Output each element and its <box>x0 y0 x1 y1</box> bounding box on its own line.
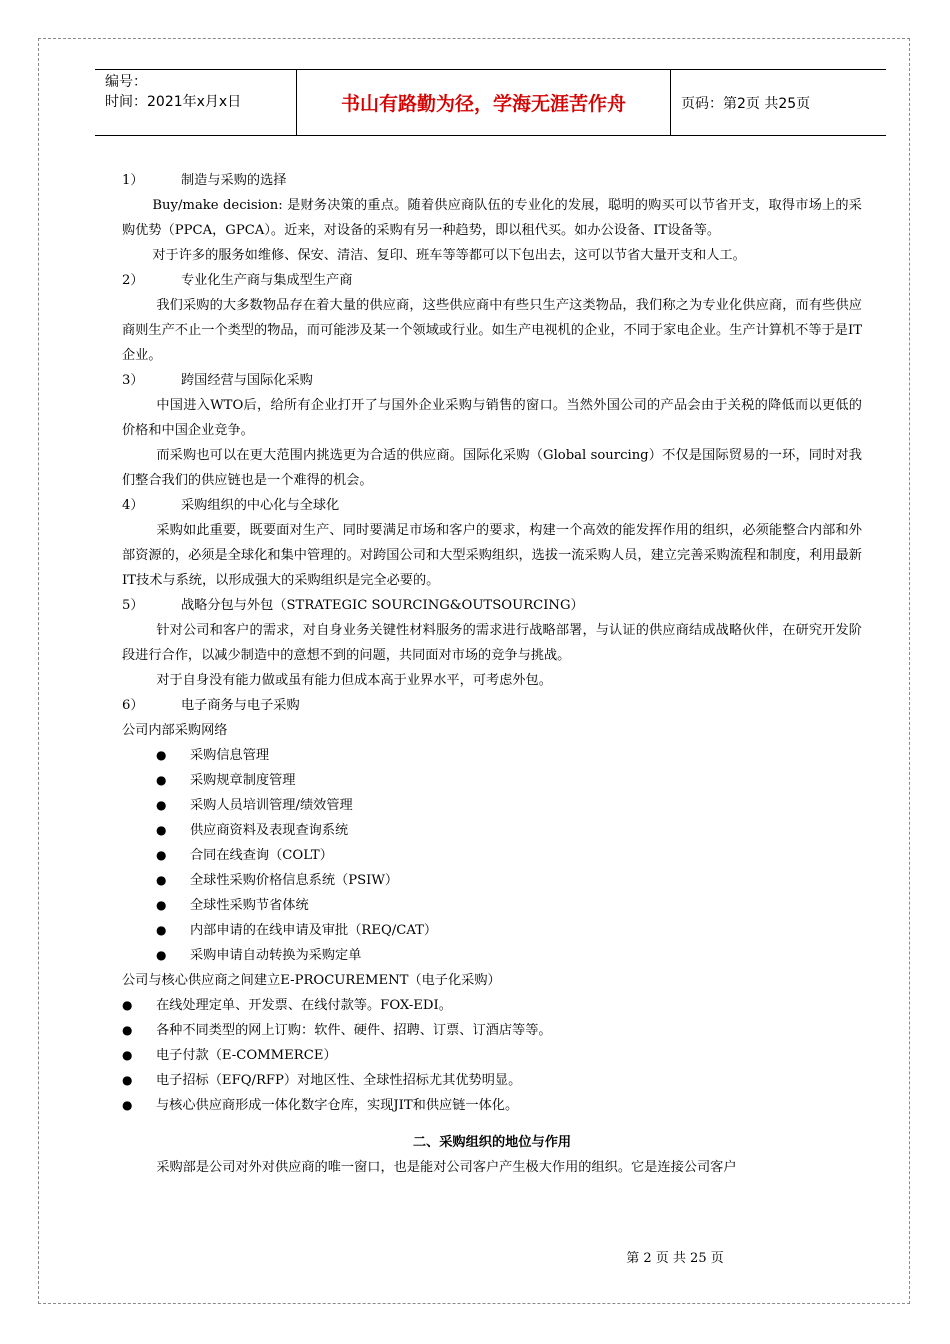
list-item: ● 全球性采购节省体统 <box>122 893 862 918</box>
paragraph: Buy/make decision: 是财务决策的重点。随着供应商队伍的专业化的发展，聪明的购买可以节省开支，取得市场上的采购优势（PPCA，GPCA）。近来，对设备的采购有另一种趋势，即以租代买。如办公设备、IT设备等。 <box>122 198 862 238</box>
header-meta <box>95 70 297 135</box>
chapter-title: 二、采购组织的地位与作用 <box>412 1135 572 1150</box>
list-item: ● 电子付款（E-COMMERCE） <box>122 1043 862 1068</box>
list-item: ● 内部申请的在线申请及审批（REQ/CAT） <box>122 918 862 943</box>
paragraph: 采购如此重要，既要面对生产、同时要满足市场和客户的要求，构建一个高效的能发挥作用的组织，必须能整合内部和外部资源的，必须是全球化和集中管理的。对跨国公司和大型采购组织，选拔一流采购人员，建立完善采购流程和制度，利用最新IT技术与系统，以形成强大的采购组织是完全必要的。 <box>122 523 862 588</box>
list-heading-core: 公司与核心供应商之间建立E-PROCUREMENT（电子化采购） <box>122 973 501 988</box>
list-item: ● 电子招标（EFQ/RFP）对地区性、全球性招标尤其优势明显。 <box>122 1068 862 1093</box>
list-item: ● 合同在线查询（COLT） <box>122 843 862 868</box>
list-item: ● 供应商资料及表现查询系统 <box>122 818 862 843</box>
list-item: ● 在线处理定单、开发票、在线付款等。FOX-EDI。 <box>122 993 862 1018</box>
list-item: ● 采购规章制度管理 <box>122 768 862 793</box>
document-body <box>122 168 862 1180</box>
list-item: ● 全球性采购价格信息系统（PSIW） <box>122 868 862 893</box>
page-header <box>95 69 886 136</box>
section-heading-4: 4） 采购组织的中心化与全球化 <box>122 498 340 513</box>
list-item: ● 与核心供应商形成一体化数字仓库，实现JIT和供应链一体化。 <box>122 1093 862 1118</box>
list-item: ● 采购人员培训管理/绩效管理 <box>122 793 862 818</box>
paragraph: 对于许多的服务如维修、保安、清洁、复印、班车等等都可以下包出去，这可以节省大量开支和人工。 <box>152 248 746 263</box>
header-page-number: 页码：第2页 共25页 <box>681 95 811 112</box>
section-heading-6: 6） 电子商务与电子采购 <box>122 698 300 713</box>
list-item: ● 采购申请自动转换为采购定单 <box>122 943 862 968</box>
document-time-label: 时间：2021年x月x日 <box>105 94 242 110</box>
header-motto: 书山有路勤为径，学海无涯苦作舟 <box>297 70 671 135</box>
list-heading-internal: 公司内部采购网络 <box>122 723 228 738</box>
internal-network-list <box>122 743 862 968</box>
paragraph: 我们采购的大多数物品存在着大量的供应商，这些供应商中有些只生产这类物品，我们称之为专业化供应商，而有些供应商则生产不止一个类型的物品，而可能涉及某一个领域或行业。如生产电视机的企业，不同于家电企业。生产计算机不等于是IT企业。 <box>122 298 862 363</box>
paragraph: 针对公司和客户的需求，对自身业务关键性材料服务的需求进行战略部署，与认证的供应商结成战略伙伴，在研究开发阶段进行合作，以减少制造中的意想不到的问题，共同面对市场的竞争与挑战。 <box>122 623 862 663</box>
page-footer: 第 2 页 共 25 页 <box>626 1251 724 1266</box>
paragraph: 采购部是公司对外对供应商的唯一窗口，也是能对公司客户产生极大作用的组织。它是连接公司客户 <box>156 1160 737 1175</box>
e-procurement-list <box>122 993 862 1118</box>
section-heading-5: 5） 战略分包与外包（STRATEGIC SOURCING&OUTSOURCING） <box>122 598 584 613</box>
section-heading-1: 1） 制造与采购的选择 <box>122 173 287 188</box>
paragraph: 中国进入WTO后，给所有企业打开了与国外企业采购与销售的窗口。当然外国公司的产品会由于关税的降低而以更低的价格和中国企业竞争。 <box>122 398 862 438</box>
document-number-label: 编号： <box>105 74 147 90</box>
section-heading-2: 2） 专业化生产商与集成型生产商 <box>122 273 353 288</box>
paragraph: 对于自身没有能力做或虽有能力但成本高于业界水平，可考虑外包。 <box>156 673 552 688</box>
list-item: ● 采购信息管理 <box>122 743 862 768</box>
list-item: ● 各种不同类型的网上订购：软件、硬件、招聘、订票、订酒店等等。 <box>122 1018 862 1043</box>
paragraph: 而采购也可以在更大范围内挑选更为合适的供应商。国际化采购（Global sourcing）不仅是国际贸易的一环，同时对我们整合我们的供应链也是一个难得的机会。 <box>122 448 862 488</box>
section-heading-3: 3） 跨国经营与国际化采购 <box>122 373 313 388</box>
